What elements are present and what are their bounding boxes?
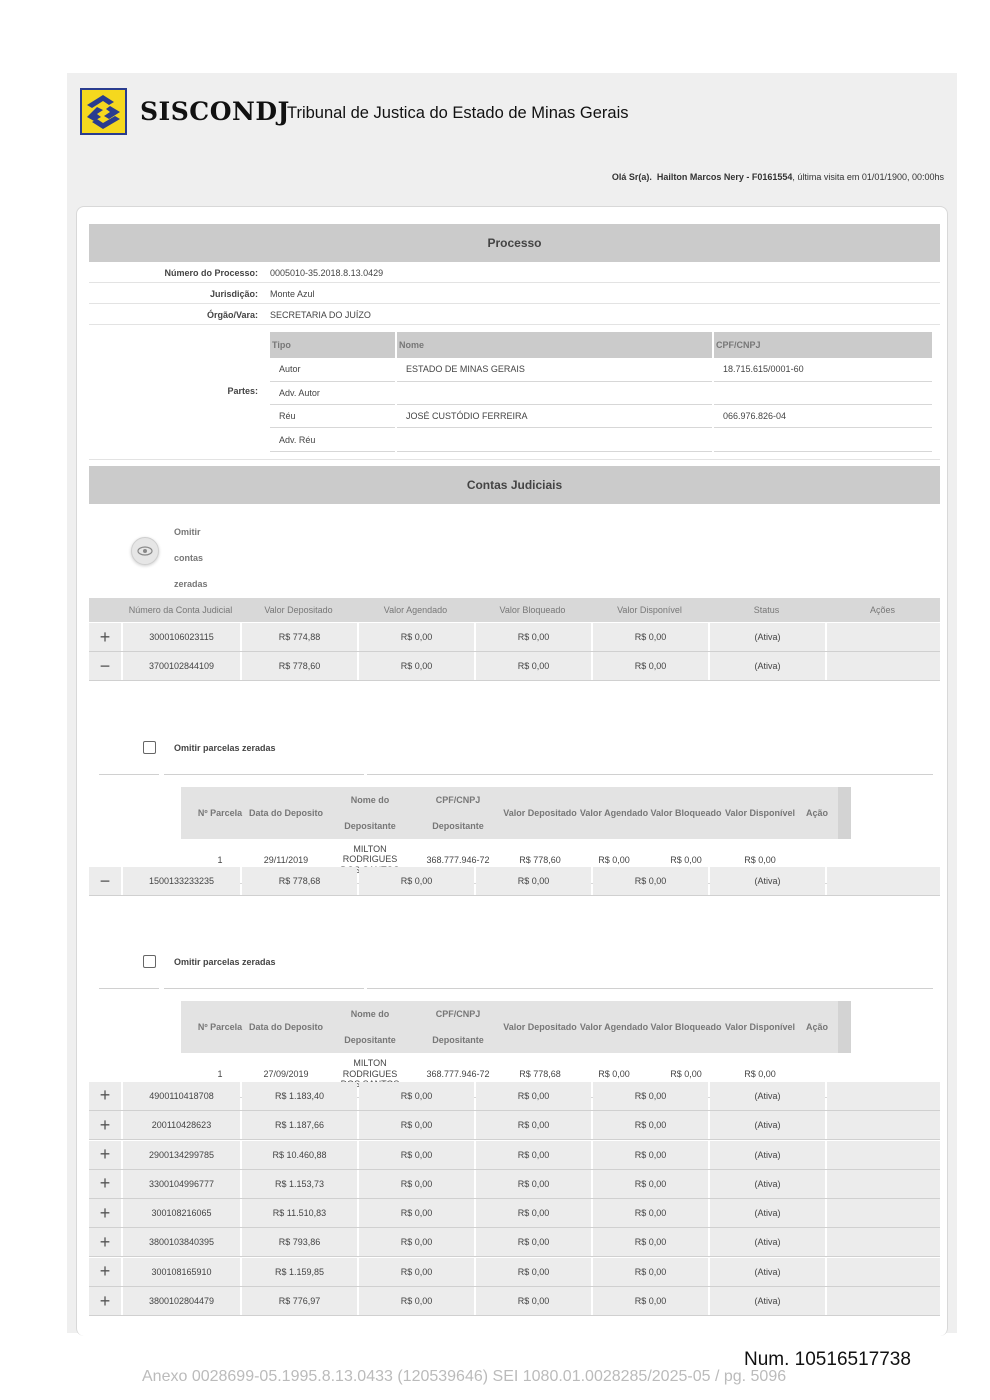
parcela-col-vag: Valor Agendado xyxy=(579,807,649,818)
parcela-col-vag: Valor Agendado xyxy=(579,1022,649,1033)
col-acoes: Ações xyxy=(869,605,895,615)
omitir-contas-zeradas-label xyxy=(174,519,214,597)
expand-plus-icon[interactable]: + xyxy=(89,1170,121,1198)
parte-nome xyxy=(396,381,713,404)
partes-row xyxy=(270,405,933,428)
conta-bloqueado: R$ 0,00 xyxy=(476,1141,591,1169)
conta-status: (Ativa) xyxy=(710,1199,825,1227)
partes-col-nome: Nome xyxy=(396,332,713,358)
parcela-col-acao: Ação xyxy=(805,1022,828,1033)
conta-numero: 3700102844109 xyxy=(123,652,240,680)
parte-tipo: Réu xyxy=(270,405,396,428)
parcela-vdep: R$ 778,60 xyxy=(519,854,561,865)
partes-table xyxy=(270,332,934,452)
parcela-nome-line: MILTON xyxy=(353,843,387,854)
parcela-col-cpf-2: Depositante xyxy=(432,820,484,831)
conta-numero: 4900110418708 xyxy=(123,1082,240,1110)
omitir-parcelas-checkbox[interactable] xyxy=(143,741,156,754)
parcela-n: 1 xyxy=(217,854,223,865)
divider xyxy=(99,988,159,989)
contas-table-header xyxy=(89,598,940,622)
parcela-col-data: Data do Deposito xyxy=(248,1022,323,1033)
conta-depositado: R$ 11.510,83 xyxy=(242,1199,357,1227)
conta-status: (Ativa) xyxy=(710,623,825,651)
parte-tipo: Adv. Réu xyxy=(270,428,396,451)
parcela-col-data: Data do Deposito xyxy=(248,807,323,818)
parcela-col-vdis: Valor Disponível xyxy=(724,807,796,818)
parcela-vdis: R$ 0,00 xyxy=(744,1069,776,1080)
conta-row xyxy=(89,1287,940,1316)
col-valor-depositado: Valor Depositado xyxy=(264,605,333,615)
parcela-col-n: Nº Parcela xyxy=(197,1022,243,1033)
conta-status: (Ativa) xyxy=(710,652,825,680)
numero-label: Número do Processo: xyxy=(164,268,258,278)
conta-status: (Ativa) xyxy=(710,867,825,895)
parcela-col-vdep: Valor Depositado xyxy=(503,807,577,818)
orgao-label: Órgão/Vara: xyxy=(206,310,258,320)
col-valor-agendado: Valor Agendado xyxy=(383,605,448,615)
parte-cpf xyxy=(713,428,933,451)
conta-depositado: R$ 776,97 xyxy=(242,1287,357,1315)
conta-bloqueado: R$ 0,00 xyxy=(476,867,591,895)
conta-disponivel: R$ 0,00 xyxy=(593,1199,708,1227)
conta-disponivel: R$ 0,00 xyxy=(593,1228,708,1256)
parte-tipo: Autor xyxy=(270,358,396,381)
conta-agendado: R$ 0,00 xyxy=(359,1141,474,1169)
conta-row xyxy=(89,1228,940,1257)
conta-agendado: R$ 0,00 xyxy=(359,1199,474,1227)
conta-numero: 300108216065 xyxy=(123,1199,240,1227)
parcela-vbl: R$ 0,00 xyxy=(670,1069,702,1080)
conta-agendado: R$ 0,00 xyxy=(359,623,474,651)
parcela-col-nome-2: Depositante xyxy=(344,820,396,831)
divider xyxy=(367,774,933,775)
parcelas-table-header xyxy=(181,1001,851,1053)
conta-row xyxy=(89,1199,940,1228)
conta-depositado: R$ 774,88 xyxy=(242,623,357,651)
toggle-text-line: contas xyxy=(174,553,204,563)
section-contas-header: Contas Judiciais xyxy=(89,466,940,504)
conta-depositado: R$ 1.187,66 xyxy=(242,1111,357,1139)
conta-acoes xyxy=(827,1228,940,1256)
parcelas-scrollbar[interactable] xyxy=(838,787,851,839)
conta-agendado: R$ 0,00 xyxy=(359,1228,474,1256)
conta-disponivel: R$ 0,00 xyxy=(593,1258,708,1286)
parcela-col-nome-1: Nome do xyxy=(350,794,390,805)
conta-agendado: R$ 0,00 xyxy=(359,1287,474,1315)
conta-agendado: R$ 0,00 xyxy=(359,1170,474,1198)
conta-disponivel: R$ 0,00 xyxy=(593,1082,708,1110)
parcela-cpf: 368.777.946-72 xyxy=(426,854,490,865)
conta-acoes xyxy=(827,1199,940,1227)
conta-bloqueado: R$ 0,00 xyxy=(476,1111,591,1139)
omitir-parcelas-label: Omitir parcelas zeradas xyxy=(174,742,276,753)
toggle-text-line: zeradas xyxy=(174,579,208,589)
divider xyxy=(164,988,364,989)
conta-depositado: R$ 10.460,88 xyxy=(242,1141,357,1169)
info-row-numero xyxy=(89,262,940,283)
parcela-data: 27/09/2019 xyxy=(263,1069,309,1080)
conta-acoes xyxy=(827,1258,940,1286)
conta-numero: 200110428623 xyxy=(123,1111,240,1139)
expand-plus-icon[interactable]: + xyxy=(89,1111,121,1139)
info-row-orgao xyxy=(89,304,940,325)
parcela-col-vdep: Valor Depositado xyxy=(503,1022,577,1033)
conta-depositado: R$ 1.153,73 xyxy=(242,1170,357,1198)
bank-logo xyxy=(80,88,127,135)
conta-bloqueado: R$ 0,00 xyxy=(476,623,591,651)
conta-disponivel: R$ 0,00 xyxy=(593,1287,708,1315)
expand-plus-icon[interactable]: + xyxy=(89,1258,121,1286)
parcela-cpf: 368.777.946-72 xyxy=(426,1069,490,1080)
parcela-col-vbl: Valor Bloqueado xyxy=(650,1022,722,1033)
footer-anexo: Anexo 0028699-05.1995.8.13.0433 (120539646) SEI 1080.01.0028285/2025-05 / pg. 5096 xyxy=(142,1368,787,1385)
parcela-nome-line: MILTON xyxy=(353,1058,387,1069)
conta-acoes xyxy=(827,867,940,895)
conta-acoes xyxy=(827,1082,940,1110)
conta-depositado: R$ 1.159,85 xyxy=(242,1258,357,1286)
conta-row xyxy=(89,1141,940,1170)
conta-numero: 2900134299785 xyxy=(123,1141,240,1169)
parcela-vbl: R$ 0,00 xyxy=(670,854,702,865)
jurisdicao-value: Monte Azul xyxy=(270,289,315,299)
divider xyxy=(164,774,364,775)
conta-depositado: R$ 778,60 xyxy=(242,652,357,680)
parcela-vdep: R$ 778,68 xyxy=(519,1069,561,1080)
partes-row xyxy=(270,428,933,451)
conta-disponivel: R$ 0,00 xyxy=(593,1141,708,1169)
omitir-parcelas-label: Omitir parcelas zeradas xyxy=(174,957,276,968)
parcela-col-vdis: Valor Disponível xyxy=(724,1022,796,1033)
expand-plus-icon[interactable]: + xyxy=(89,1199,121,1227)
conta-status: (Ativa) xyxy=(710,1141,825,1169)
conta-agendado: R$ 0,00 xyxy=(359,1258,474,1286)
collapse-minus-icon[interactable]: − xyxy=(89,867,121,895)
partes-row xyxy=(270,381,933,404)
conta-depositado: R$ 1.183,40 xyxy=(242,1082,357,1110)
conta-status: (Ativa) xyxy=(710,1287,825,1315)
conta-numero: 3800102804479 xyxy=(123,1287,240,1315)
conta-disponivel: R$ 0,00 xyxy=(593,623,708,651)
col-valor-disponivel: Valor Disponível xyxy=(617,605,682,615)
conta-acoes xyxy=(827,652,940,680)
collapse-minus-icon[interactable]: − xyxy=(89,652,121,680)
expand-plus-icon[interactable]: + xyxy=(89,1287,121,1315)
col-valor-bloqueado: Valor Bloqueado xyxy=(499,605,566,615)
conta-bloqueado: R$ 0,00 xyxy=(476,1287,591,1315)
info-row-jurisdicao xyxy=(89,283,940,304)
conta-agendado: R$ 0,00 xyxy=(359,1111,474,1139)
user-name: Hailton Marcos Nery - F0161554 xyxy=(656,172,793,182)
parcela-col-nome-2: Depositante xyxy=(344,1035,396,1046)
conta-disponivel: R$ 0,00 xyxy=(593,652,708,680)
conta-acoes xyxy=(827,1111,940,1139)
last-visit: , última visita em 01/01/1900, 00:00hs xyxy=(792,172,944,182)
conta-bloqueado: R$ 0,00 xyxy=(476,1228,591,1256)
conta-disponivel: R$ 0,00 xyxy=(593,867,708,895)
parcela-col-nome-1: Nome do xyxy=(350,1009,390,1020)
conta-depositado: R$ 793,86 xyxy=(242,1228,357,1256)
col-numero-conta: Número da Conta Judicial xyxy=(128,605,233,615)
parcela-nome-line: RODRIGUES xyxy=(342,854,398,865)
parte-nome: JOSÉ CUSTÓDIO FERREIRA xyxy=(396,405,713,428)
conta-status: (Ativa) xyxy=(710,1228,825,1256)
conta-agendado: R$ 0,00 xyxy=(359,867,474,895)
greeting-prefix: Olá Sr(a). xyxy=(611,172,652,182)
user-greeting xyxy=(612,172,944,182)
brand-subtitle: Tribunal de Justica do Estado de Minas Gerais xyxy=(287,104,629,122)
conta-status: (Ativa) xyxy=(710,1258,825,1286)
conta-numero: 3800103840395 xyxy=(123,1228,240,1256)
conta-numero: 3300104996777 xyxy=(123,1170,240,1198)
conta-bloqueado: R$ 0,00 xyxy=(476,1082,591,1110)
numero-value: 0005010-35.2018.8.13.0429 xyxy=(270,268,384,278)
conta-agendado: R$ 0,00 xyxy=(359,1082,474,1110)
parcela-col-acao: Ação xyxy=(805,807,828,818)
parcela-col-cpf-1: CPF/CNPJ xyxy=(435,794,481,805)
parcela-col-n: Nº Parcela xyxy=(197,807,243,818)
conta-numero: 300108165910 xyxy=(123,1258,240,1286)
partes-col-cpf: CPF/CNPJ xyxy=(713,332,933,358)
conta-depositado: R$ 778,68 xyxy=(242,867,357,895)
conta-status: (Ativa) xyxy=(710,1082,825,1110)
parcela-col-vbl: Valor Bloqueado xyxy=(650,807,722,818)
parte-nome xyxy=(396,428,713,451)
parcelas-scrollbar[interactable] xyxy=(838,1001,851,1053)
conta-numero: 3000106023115 xyxy=(123,623,240,651)
parcela-data: 29/11/2019 xyxy=(263,854,309,865)
omitir-contas-zeradas-toggle[interactable] xyxy=(131,537,159,565)
parte-cpf: 066.976.826-04 xyxy=(713,405,933,428)
eye-icon xyxy=(137,546,153,556)
conta-bloqueado: R$ 0,00 xyxy=(476,1199,591,1227)
divider xyxy=(99,774,159,775)
partes-row xyxy=(270,358,933,381)
expand-plus-icon[interactable]: + xyxy=(89,1228,121,1256)
parcela-col-cpf-2: Depositante xyxy=(432,1035,484,1046)
parte-nome: ESTADO DE MINAS GERAIS xyxy=(396,358,713,381)
conta-row xyxy=(89,652,940,681)
partes-col-tipo: Tipo xyxy=(270,332,396,358)
parcela-vdis: R$ 0,00 xyxy=(744,854,776,865)
parcelas-table-header xyxy=(181,787,851,839)
conta-row xyxy=(89,867,940,896)
expand-plus-icon[interactable]: + xyxy=(89,1141,121,1169)
parcela-vag: R$ 0,00 xyxy=(598,854,630,865)
conta-acoes xyxy=(827,1170,940,1198)
conta-row xyxy=(89,1111,940,1140)
conta-acoes xyxy=(827,1287,940,1315)
parte-tipo: Adv. Autor xyxy=(270,381,396,404)
conta-row xyxy=(89,1170,940,1199)
toggle-text-line: Omitir xyxy=(174,527,201,537)
divider xyxy=(367,988,933,989)
conta-row xyxy=(89,1082,940,1111)
jurisdicao-label: Jurisdição: xyxy=(209,289,258,299)
partes-label: Partes: xyxy=(227,386,258,396)
conta-acoes xyxy=(827,1141,940,1169)
conta-acoes xyxy=(827,623,940,651)
col-status: Status xyxy=(753,605,780,615)
expand-plus-icon[interactable]: + xyxy=(89,623,121,651)
conta-row xyxy=(89,623,940,652)
expand-plus-icon[interactable]: + xyxy=(89,1082,121,1110)
conta-numero: 1500133233235 xyxy=(123,867,240,895)
parcela-n: 1 xyxy=(217,1069,223,1080)
conta-bloqueado: R$ 0,00 xyxy=(476,1170,591,1198)
conta-disponivel: R$ 0,00 xyxy=(593,1111,708,1139)
conta-bloqueado: R$ 0,00 xyxy=(476,1258,591,1286)
parte-cpf xyxy=(713,381,933,404)
parcela-vag: R$ 0,00 xyxy=(598,1069,630,1080)
parte-cpf: 18.715.615/0001-60 xyxy=(713,358,933,381)
brand-title: SISCONDJ xyxy=(140,97,290,126)
conta-disponivel: R$ 0,00 xyxy=(593,1170,708,1198)
parcela-col-cpf-1: CPF/CNPJ xyxy=(435,1009,481,1020)
orgao-value: SECRETARIA DO JUÍZO xyxy=(270,310,371,320)
parcela-nome-line: RODRIGUES xyxy=(342,1068,398,1079)
section-processo-header: Processo xyxy=(89,224,940,262)
conta-agendado: R$ 0,00 xyxy=(359,652,474,680)
conta-row xyxy=(89,1258,940,1287)
omitir-parcelas-checkbox[interactable] xyxy=(143,955,156,968)
footer-num: Num. 10516517738 xyxy=(744,1349,911,1370)
conta-status: (Ativa) xyxy=(710,1111,825,1139)
conta-status: (Ativa) xyxy=(710,1170,825,1198)
conta-bloqueado: R$ 0,00 xyxy=(476,652,591,680)
